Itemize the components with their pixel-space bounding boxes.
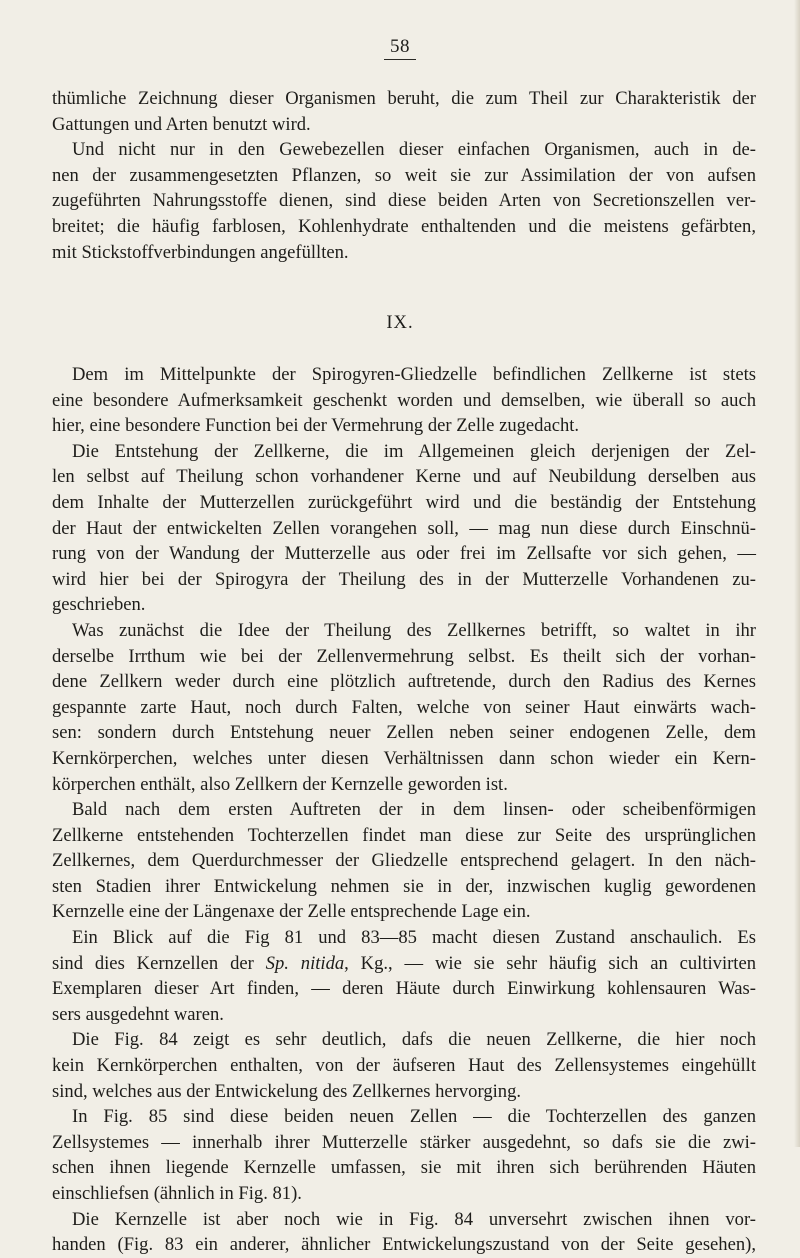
text-line: geschrieben. — [52, 594, 146, 616]
text-line: nen der zusammengesetzten Pflanzen, so weit sie zur Assimilation der von aufsen — [52, 164, 756, 186]
text-line: zugeführten Nahrungsstoffe dienen, sind diese beiden Arten von Secretionszellen ver- — [52, 190, 756, 212]
text-line: Was zunächst die Idee der Theilung des Zellkernes betrifft, so waltet in ihr — [72, 619, 756, 641]
text-line: Die Kernzelle ist aber noch wie in Fig. 84 unversehrt zwischen ihnen vor- — [72, 1208, 756, 1230]
text-line: Und nicht nur in den Gewebezellen dieser einfachen Organismen, auch in de- — [72, 139, 756, 161]
text-line: Kernkörperchen, welches unter diesen Verhältnissen dann schon wieder ein Kern- — [52, 747, 756, 769]
text-line: dem Inhalte der Mutterzellen zurückgeführt wird und die beständig der Entstehung — [52, 491, 756, 513]
text-line: Zellkerne entstehenden Tochterzellen findet man diese zur Seite des ursprünglichen — [52, 824, 756, 846]
text-fragment: sind dies Kernzellen der — [52, 952, 266, 974]
text-line: einschliefsen (ähnlich in Fig. 81). — [52, 1183, 302, 1204]
text-line-with-taxon — [52, 951, 756, 977]
text-line: kein Kernkörperchen enthalten, von der äufseren Haut des Zellensystemes eingehüllt — [52, 1055, 756, 1077]
text-line: len selbst auf Theilung schon vorhandener Kerne und auf Neubildung derselben aus — [52, 466, 756, 488]
text-line: wird hier bei der Spirogyra der Theilung des in der Mutterzelle Vorhandenen zu- — [52, 568, 756, 590]
text-line: sten Stadien ihrer Entwickelung nehmen sie in der, inzwischen kuglig gewordenen — [52, 875, 756, 897]
text-line: Die Fig. 84 zeigt es sehr deutlich, dafs die neuen Zellkerne, die hier noch — [72, 1029, 756, 1051]
page-edge-shadow — [794, 0, 800, 1147]
text-line: handen (Fig. 83 ein anderer, ähnlicher Entwickelungszustand von der Seite gesehen), — [52, 1234, 756, 1256]
text-line: körperchen enthält, also Zellkern der Kernzelle geworden ist. — [52, 773, 508, 795]
text-line: sind, welches aus der Entwickelung des Zellkernes hervorging. — [52, 1080, 522, 1102]
text-line: sen: sondern durch Entstehung neuer Zellen neben seiner endogenen Zelle, dem — [52, 722, 756, 744]
text-line: Ein Blick auf die Fig 81 und 83—85 macht diesen Zustand anschaulich. Es — [72, 927, 756, 949]
text-line: Die Entstehung der Zellkerne, die im Allgemeinen gleich derjenigen der Zel- — [72, 440, 756, 462]
text-line: Gattungen und Arten benutzt wird. — [52, 113, 311, 135]
text-line: eine besondere Aufmerksamkeit geschenkt worden und demselben, wie überall so auch — [52, 389, 756, 411]
text-line: Bald nach dem ersten Auftreten der in dem linsen- oder scheibenförmigen — [72, 799, 756, 821]
text-line: derselbe Irrthum wie bei der Zellenvermehrung selbst. Es theilt sich der vorhan- — [52, 645, 756, 667]
text-line: In Fig. 85 sind diese beiden neuen Zellen — die Tochterzellen des ganzen — [72, 1106, 756, 1128]
text-line: schen ihnen liegende Kernzelle umfassen, sie mit ihren sich berührenden Häuten — [52, 1157, 756, 1179]
text-line: hier, eine besondere Function bei der Vermehrung der Zelle zugedacht. — [52, 415, 580, 437]
text-line: breitet; die häufig farblosen, Kohlenhydrate enthaltenden und die meistens gefärbten, — [52, 215, 756, 237]
text-line: gespannte zarte Haut, noch durch Falten, welche von seiner Haut einwärts wach- — [52, 696, 756, 718]
text-line: Kernzelle eine der Längenaxe der Zelle entsprechende Lage ein. — [52, 901, 531, 923]
paragraph-block-main — [52, 362, 756, 1258]
text-fragment: , Kg., — wie sie sehr häufig sich an cultivirten — [344, 952, 757, 974]
text-line: sers ausgedehnt waren. — [52, 1003, 224, 1025]
section-heading: IX. — [386, 312, 414, 333]
text-line: Dem im Mittelpunkte der Spirogyren-Gliedzelle befindlichen Zellkerne ist stets — [72, 364, 756, 385]
text-line: Exemplaren dieser Art finden, — deren Häute durch Einwirkung kohlensauren Was- — [52, 978, 756, 1000]
text-line: mit Stickstoffverbindungen angefüllten. — [52, 241, 349, 263]
text-line: der Haut der entwickelten Zellen vorangehen soll, — mag nun diese durch Einschnü- — [52, 517, 756, 539]
page-number: 58 — [0, 36, 800, 60]
text-line: Zellkernes, dem Querdurchmesser der Gliedzelle entsprechend gelagert. In den näch- — [52, 850, 756, 872]
paragraph-block-top — [52, 86, 756, 265]
text-line: thümliche Zeichnung dieser Organismen beruht, die zum Theil zur Charakteristik der — [52, 88, 756, 109]
taxon-name: Sp. nitida — [265, 952, 345, 974]
text-line: rung von der Wandung der Mutterzelle aus oder frei im Zellsafte vor sich gehen, — — [52, 543, 756, 565]
text-line: Zellsystemes — innerhalb ihrer Mutterzelle stärker ausgedehnt, so dafs sie die zwi- — [52, 1131, 756, 1153]
text-line: dene Zellkern weder durch eine plötzlich auftretende, durch den Radius des Kernes — [52, 671, 756, 693]
